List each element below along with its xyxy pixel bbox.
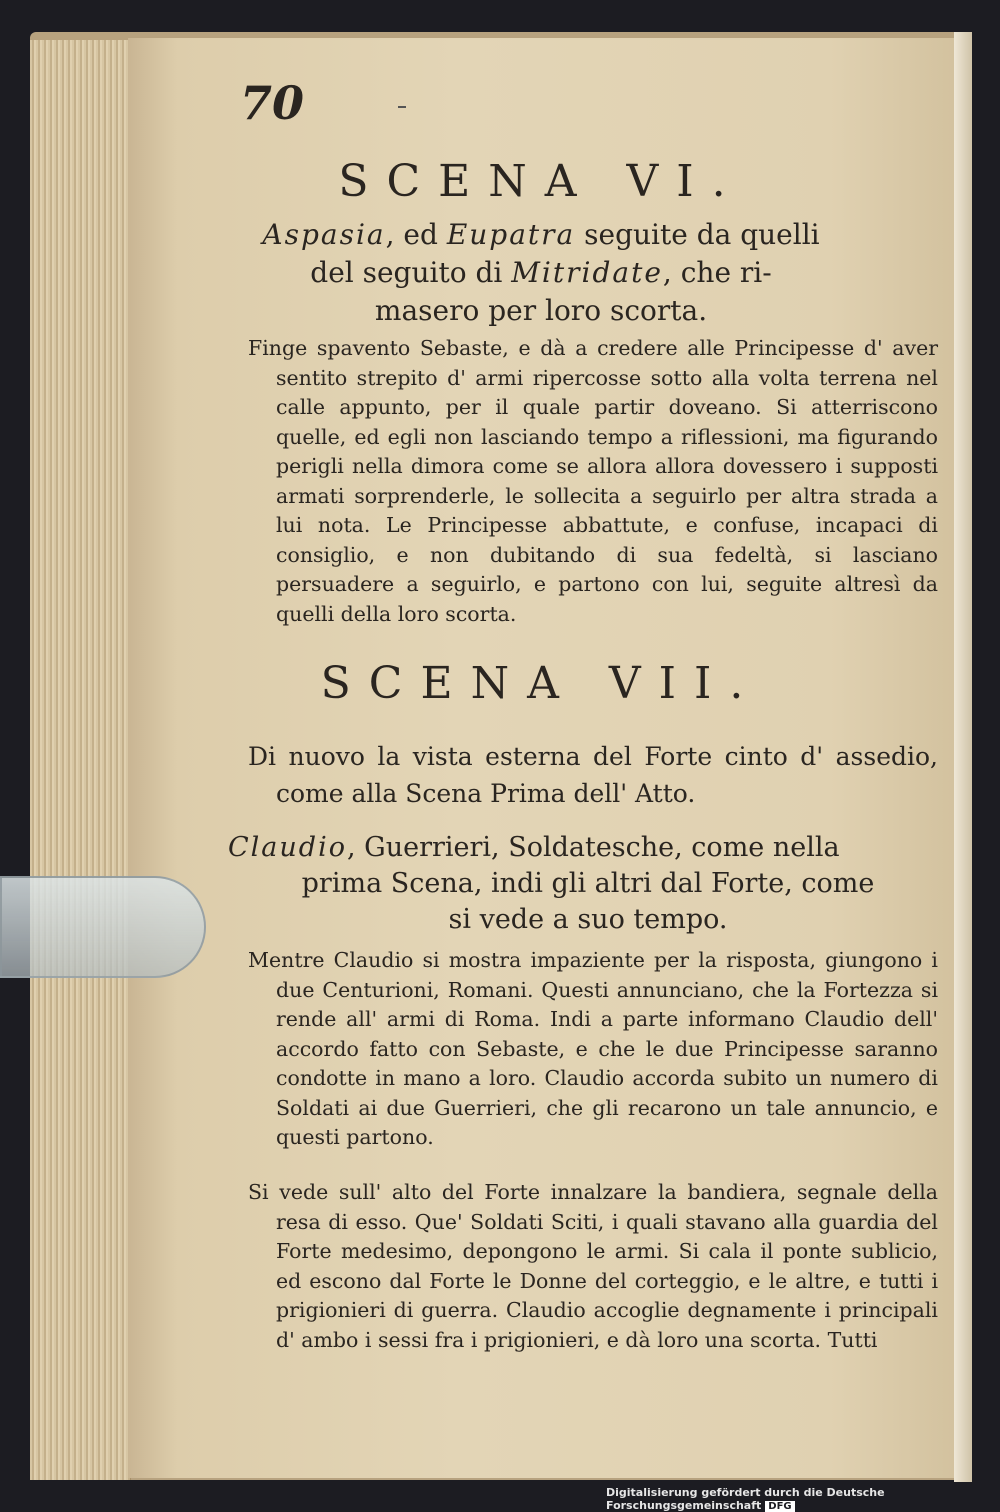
heading-text: , ed xyxy=(385,218,447,251)
heading-text: seguite da quelli xyxy=(575,218,820,251)
scene6-heading-line3: masero per loro scorta. xyxy=(374,294,708,327)
scene7-heading xyxy=(228,830,948,938)
scene7-title: SCENA VII. xyxy=(320,658,762,709)
persona-aspasia: Aspasia xyxy=(262,218,386,251)
scene7-heading-line1 xyxy=(228,830,948,866)
scene6-title: SCENA VI. xyxy=(338,156,744,207)
persona-mitridate: Mitridate xyxy=(511,256,663,289)
persona-eupatra: Eupatra xyxy=(446,218,576,251)
scene7-heading-line2: prima Scena, indi gli altri dal Forte, come xyxy=(301,868,875,899)
book-page xyxy=(128,38,954,1478)
scene7-setting: Di nuovo la vista esterna del Forte cinto d' assedio, come alla Scena Prima dell' Atto. xyxy=(248,742,938,808)
page-edges xyxy=(30,40,131,1480)
heading-text: , che ri- xyxy=(662,256,772,289)
bookmark-clip xyxy=(0,876,206,978)
right-page-edge xyxy=(954,32,972,1482)
heading-text: , Guerrieri, Soldatesche, come nella xyxy=(346,832,840,863)
scene6-text: Finge spavento Sebaste, e dà a credere alle Principesse d' aver sentito strepito d' armi ripercosse sotto alla volta terrena nel calle appunto, per il quale partir doveano. Si atterriscono quelle, ed egli non lasciando tempo a riflessioni, ma figurando perigli nella dimora come se allora allora dovessero i supposti armati sorprenderle, le sollecita a seguirlo per altra strada a lui nota. Le Principesse abbattute, e confuse, incapaci di consiglio, e non dubitando di sua fedeltà, si lasciano persuadere a seguirlo, e partono con lui, seguite altresì da quelli della loro scorta. xyxy=(248,336,938,626)
scene6-heading-line2 xyxy=(128,254,954,292)
scene7-heading-line3: si vede a suo tempo. xyxy=(448,904,728,935)
heading-text: del seguito di xyxy=(310,256,512,289)
dfg-logo: DFG xyxy=(765,1501,794,1512)
page-number: 70 xyxy=(240,76,305,130)
footer-text: Digitalisierung gefördert durch die Deutsche Forschungsgemeinschaft xyxy=(606,1486,885,1512)
scene7-text2: Si vede sull' alto del Forte innalzare la bandiera, segnale della resa di esso. Que' Soldati Sciti, i quali stavano alla guardia del Forte medesimo, depongono le armi. Si cala il ponte sublicio, ed escono dal Forte le Donne del corteggio, e le altre, e tutti i prigionieri di guerra. Claudio accoglie degnamente i principali d' ambo i sessi fra i prigionieri, e dà loro una scorta. Tutti xyxy=(248,1180,938,1352)
scene6-heading xyxy=(128,216,954,330)
rule-mark xyxy=(398,106,406,108)
scene6-heading-line1 xyxy=(128,216,954,254)
scene7-text1: Mentre Claudio si mostra impaziente per la risposta, giungono i due Centurioni, Romani. Questi annunciano, che la Fortezza si rende all' armi di Roma. Indi a parte informano Claudio dell' accordo fatto con Sebaste, e che le due Principesse saranno condotte in mano a loro. Claudio accorda subito un numero di Soldati ai due Guerrieri, che gli recarono un tale annuncio, e questi partono. xyxy=(248,948,938,1149)
footer-credit xyxy=(606,1486,1000,1512)
persona-claudio: Claudio xyxy=(228,832,347,863)
